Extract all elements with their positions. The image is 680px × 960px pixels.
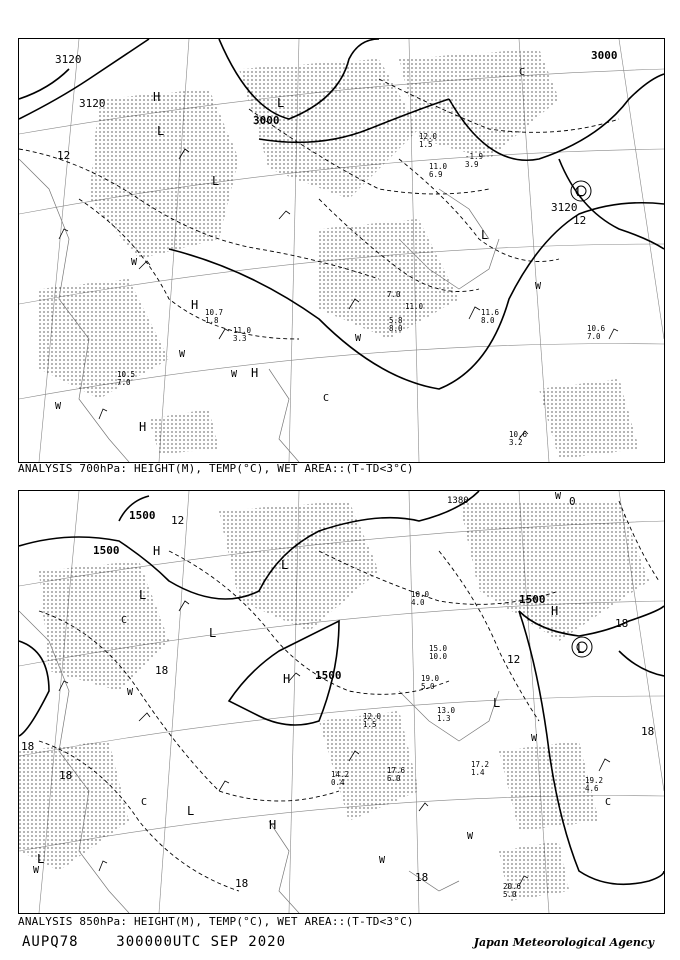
station-temp: 17.6 xyxy=(387,766,406,775)
isotherm-label: 18 xyxy=(235,877,249,890)
system-low: L xyxy=(157,124,165,138)
map-850hpa-caption: ANALYSIS 850hPa: HEIGHT(M), TEMP(°C), WET AREA::(T-TD<3°C) xyxy=(18,915,414,928)
contour-label: 1500 xyxy=(93,544,120,557)
station-dewpoint: 6.0 xyxy=(387,774,401,783)
station-dewpoint: 10.0 xyxy=(429,652,448,661)
station-dewpoint: 5.0 xyxy=(421,682,435,691)
station-dewpoint: 11.0 xyxy=(405,302,424,311)
agency-name: Japan Meteorological Agency xyxy=(473,936,654,949)
station-temp: 10.6 xyxy=(587,324,606,333)
station-dewpoint: 8.0 xyxy=(389,324,403,333)
station-dewpoint: 1.8 xyxy=(205,316,219,325)
station-dewpoint: 8.0 xyxy=(481,316,495,325)
system-high: H xyxy=(551,604,559,618)
system-low: L xyxy=(281,558,289,572)
system-warm: W xyxy=(555,491,562,502)
isotherm-label: 18 xyxy=(21,740,35,753)
contour-label: 3120 xyxy=(79,97,106,110)
station-dewpoint: 5.0 xyxy=(503,890,517,899)
system-cold: C xyxy=(121,615,128,626)
system-cold: C xyxy=(605,797,612,808)
wet-area xyxy=(19,501,649,901)
station-temp: 12.0 xyxy=(419,132,438,141)
system-warm: W xyxy=(131,257,138,268)
station-temp: 13.0 xyxy=(437,706,456,715)
station-dewpoint: 1.4 xyxy=(471,768,485,777)
station-dewpoint: 6.9 xyxy=(429,170,443,179)
station-dewpoint: 4.0 xyxy=(411,598,425,607)
contour-label: 1500 xyxy=(519,593,546,606)
system-warm: W xyxy=(355,333,362,344)
chart-footer xyxy=(22,934,286,950)
system-low: L xyxy=(37,852,45,866)
station-temp: -1.9 xyxy=(465,152,484,161)
station-temp: 11.0 xyxy=(429,162,448,171)
contour-label: 1380 xyxy=(447,496,469,506)
station-temp: 11.0 xyxy=(233,326,252,335)
station-temp: 7.0 xyxy=(387,290,401,299)
station-temp: 10.6 xyxy=(509,430,528,439)
system-warm: W xyxy=(379,855,386,866)
station-temp: 12.0 xyxy=(363,712,382,721)
valid-time: 300000UTC SEP 2020 xyxy=(116,934,287,950)
isotherm-label: 12 xyxy=(507,653,521,666)
station-temp: 10.0 xyxy=(411,590,430,599)
contour-label: 3000 xyxy=(253,114,280,127)
system-low: L xyxy=(209,626,217,640)
station-temp: 14.2 xyxy=(331,770,350,779)
isotherm-label: 18 xyxy=(615,617,629,630)
station-temp: 20.6 xyxy=(503,882,522,891)
station-temp: 5.8 xyxy=(389,316,403,325)
isotherm-label: 12 xyxy=(57,149,71,162)
system-warm: W xyxy=(467,831,474,842)
map-700hpa-canvas xyxy=(19,39,664,462)
contour-label: 1500 xyxy=(129,509,156,522)
station-dewpoint: 7.0 xyxy=(587,332,601,341)
station-dewpoint: 3.3 xyxy=(233,334,247,343)
system-low: L xyxy=(212,174,220,188)
system-cold: C xyxy=(519,67,526,78)
system-low: L xyxy=(493,696,501,710)
station-dewpoint: 7.0 xyxy=(117,378,131,387)
contour-label: 3120 xyxy=(55,53,82,66)
station-dewpoint: 1.5 xyxy=(363,720,377,729)
station-temp: 17.2 xyxy=(471,760,490,769)
station-temp: 19.0 xyxy=(421,674,440,683)
wet-area xyxy=(39,49,639,459)
system-high: H xyxy=(191,298,199,312)
product-code: AUPQ78 xyxy=(22,934,79,950)
system-warm: W xyxy=(531,733,538,744)
contour-label: 3000 xyxy=(591,49,618,62)
system-warm: W xyxy=(535,281,542,292)
system-warm: W xyxy=(55,401,62,412)
station-temp: 10.5 xyxy=(117,370,136,379)
contour-label: 1500 xyxy=(315,669,342,682)
station-temp: 10.7 xyxy=(205,308,224,317)
map-700hpa xyxy=(18,38,665,463)
station-temp: 15.0 xyxy=(429,644,448,653)
isotherm-label: 18 xyxy=(641,725,655,738)
system-warm: W xyxy=(33,865,40,876)
system-high: H xyxy=(153,544,161,558)
isotherm-label: 18 xyxy=(155,664,169,677)
station-temp: 19.2 xyxy=(585,776,604,785)
isotherm-label: 12 xyxy=(573,214,587,227)
isotherm-label: 18 xyxy=(59,769,73,782)
station-temp: 11.6 xyxy=(481,308,500,317)
contour-label: 3120 xyxy=(551,201,578,214)
system-high: H xyxy=(153,90,161,104)
isotherm-label: 18 xyxy=(415,871,429,884)
station-dewpoint: 4.6 xyxy=(585,784,599,793)
station-dewpoint: 1.5 xyxy=(419,140,433,149)
system-low: L xyxy=(139,588,147,602)
map-850hpa-canvas xyxy=(19,491,664,913)
station-dewpoint: 3.2 xyxy=(509,438,523,447)
system-low: L xyxy=(577,642,585,656)
system-warm: W xyxy=(127,687,134,698)
station-dewpoint: 0.4 xyxy=(331,778,345,787)
isotherm-label: 0 xyxy=(569,495,576,508)
system-high: H xyxy=(283,672,291,686)
system-cold: C xyxy=(323,393,330,404)
map-850hpa xyxy=(18,490,665,914)
system-high: H xyxy=(139,420,147,434)
system-low: L xyxy=(576,185,584,199)
system-warm: W xyxy=(231,369,238,380)
station-dewpoint: 1.3 xyxy=(437,714,451,723)
system-low: L xyxy=(481,228,489,242)
system-low: L xyxy=(187,804,195,818)
isotherm-label: 12 xyxy=(171,514,185,527)
system-low: L xyxy=(277,96,285,110)
system-high: H xyxy=(269,818,277,832)
station-dewpoint: 3.9 xyxy=(465,160,479,169)
system-cold: C xyxy=(141,797,148,808)
map-700hpa-caption: ANALYSIS 700hPa: HEIGHT(M), TEMP(°C), WET AREA::(T-TD<3°C) xyxy=(18,462,414,475)
system-warm: W xyxy=(179,349,186,360)
system-high: H xyxy=(251,366,259,380)
